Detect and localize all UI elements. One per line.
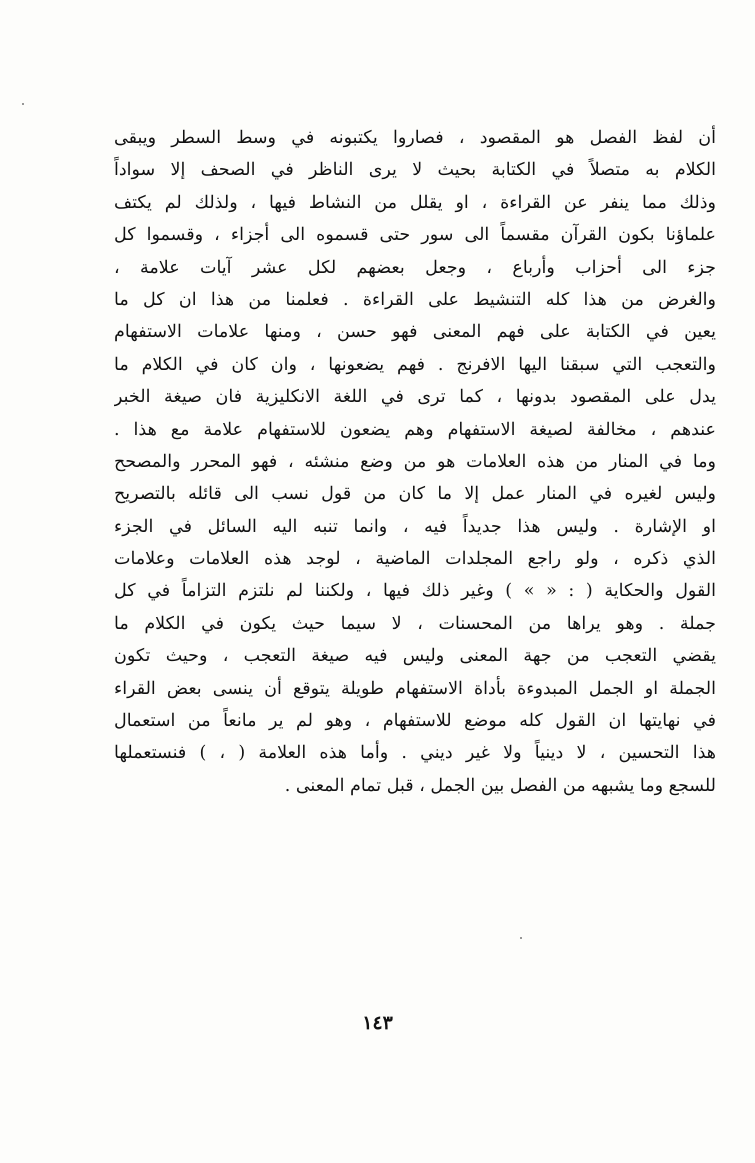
scan-speck	[520, 937, 522, 939]
text-line: القول والحكاية ( : « » ) وغير ذلك فيها ، ولكننا لم نلتزم التزاماً في كل	[114, 581, 716, 602]
text-line: وذلك مما ينفر عن القراءة ، او يقلل من النشاط فيها ، ولذلك لم يكتف	[114, 192, 716, 213]
text-line: يدل على المقصود بدونها ، كما ترى في اللغة الانكليزية فان صيغة الخبر	[114, 387, 716, 408]
text-line: والتعجب التي سبقنا اليها الافرنج . فهم يضعونها ، وان كان في الكلام ما	[114, 354, 716, 375]
text-line: جملة . وهو يراها من المحسنات ، لا سيما حيث يكون في الكلام ما	[114, 613, 716, 634]
text-line: جزء الى أحزاب وأرباع ، وجعل بعضهم لكل عشر آيات علامة ،	[114, 257, 716, 278]
text-line: الجملة او الجمل المبدوءة بأداة الاستفهام طويلة يتوقع أن ينسى بعض القراء	[114, 678, 716, 699]
text-line: يقضي التعجب من جهة المعنى وليس فيه صيغة التعجب ، وحيث تكون	[114, 646, 716, 667]
scan-speck	[22, 103, 24, 105]
text-line: وليس لغيره في المنار عمل إلا ما كان من قول نسب الى قائله بالتصريح	[114, 484, 716, 505]
text-line: في نهايتها ان القول كله موضع للاستفهام ، وهو لم ير مانعاً من استعمال	[114, 711, 716, 732]
body-text	[114, 122, 716, 802]
text-line: أن لفظ الفصل هو المقصود ، فصاروا يكتبونه في وسط السطر ويبقى	[114, 128, 716, 148]
text-line: هذا التحسين ، لا دينياً ولا غير ديني . وأما هذه العلامة ( ، ) فنستعملها	[114, 743, 716, 764]
text-line: الذي ذكره ، ولو راجع المجلدات الماضية ، لوجد هذه العلامات وعلامات	[114, 549, 716, 570]
text-line: للسجع وما يشبهه من الفصل بين الجمل ، قبل تمام المعنى .	[284, 775, 716, 796]
text-line: علماؤنا بكون القرآن مقسماً الى سور حتى قسموه الى أجزاء ، وقسموا كل	[114, 225, 716, 246]
text-line: يعين في الكتابة على فهم المعنى فهو حسن ، ومنها علامات الاستفهام	[114, 322, 716, 343]
page-number: ١٤٣	[362, 1012, 393, 1034]
text-line: الكلام به متصلاً في الكتابة بحيث لا يرى الناظر في الصحف إلا سواداً	[114, 160, 716, 181]
text-line: عندهم ، مخالفة لصيغة الاستفهام وهم يضعون للاستفهام علامة مع هذا .	[114, 419, 716, 440]
text-line: وما في المنار من هذه العلامات هو من وضع منشئه ، فهو المحرر والمصحح	[114, 451, 716, 472]
text-line: والغرض من هذا كله التنشيط على القراءة . فعلمنا من هذا ان كل ما	[114, 289, 716, 310]
text-line: او الإشارة . وليس هذا جديداً فيه ، وانما تنبه اليه السائل في الجزء	[114, 516, 716, 537]
